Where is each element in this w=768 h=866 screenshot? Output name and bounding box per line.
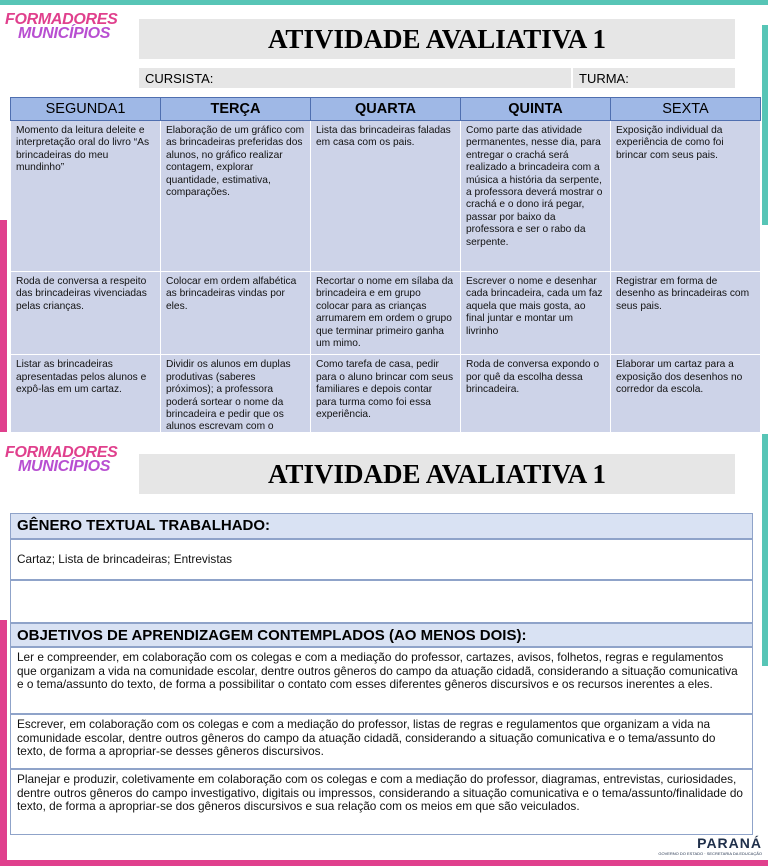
teal-side-band (762, 25, 768, 225)
objetivo-item: Ler e compreender, em colaboração com os colegas e com a mediação do professor, cartazes, avisos, folhetos, regras e regulamentos que organizam a vida na comunidade escolar, dentre outros gêneros do campo da atuação cidadã, considerando a situação comunicativa e o tema/assunto do texto, de forma a possibilitar o contato com esses diferentes gêneros discursivos e os recursos inerentes a eles. (10, 647, 753, 714)
table-cell: Lista das brincadeiras faladas em casa com os pais. (311, 121, 461, 272)
logo-line-2: MUNICÍPIOS (18, 458, 111, 475)
table-cell: Listar as brincadeiras apresentadas pelos alunos e expô-las em um cartaz. (11, 355, 161, 432)
table-row (11, 272, 761, 355)
table-cell: Como parte das atividade permanentes, nesse dia, para entregar o crachá será realizado a brincadeira com a música a história da serpente, a professora deverá mostrar o crachá e o dono irá pegar, passar por baixo da professora e ser o rabo da serpente. (461, 121, 611, 272)
genero-heading: GÊNERO TEXTUAL TRABALHADO: (10, 513, 753, 539)
table-cell: Exposição individual da experiência de como foi brincar com seus pais. (611, 121, 761, 272)
table-cell: Como tarefa de casa, pedir para o aluno brincar com seus familiares e depois contar para turma como foi essa experiência. (311, 355, 461, 432)
genero-text: Cartaz; Lista de brincadeiras; Entrevistas (10, 539, 753, 580)
teal-side-band (762, 434, 768, 666)
table-cell: Elaborar um cartaz para a exposição dos desenhos no corredor da escola. (611, 355, 761, 432)
table-cell: Roda de conversa a respeito das brincadeiras vivenciadas pelas crianças. (11, 272, 161, 355)
parana-logo (658, 835, 762, 856)
table-cell: Registrar em forma de desenho as brincadeiras com seus pais. (611, 272, 761, 355)
cursista-field (139, 68, 571, 88)
weekly-activities-table (10, 97, 761, 432)
header-sexta: SEXTA (611, 98, 761, 121)
page-title: ATIVIDADE AVALIATIVA 1 (139, 454, 735, 494)
header-terca: TERÇA (161, 98, 311, 121)
genero-empty-row (10, 580, 753, 623)
page-title: ATIVIDADE AVALIATIVA 1 (139, 19, 735, 59)
table-cell: Momento da leitura deleite e interpretação oral do livro “As brincadeiras do meu mundinho” (11, 121, 161, 272)
objetivo-item: Escrever, em colaboração com os colegas e com a mediação do professor, listas de regras e regulamentos que organizam a vida na comunidade escolar, dentre outros gêneros do campo da atuação cidadã, considerando a situação comunicativa e o tema/assunto do texto, de forma a apropriar-se desses gêneros discursivos. (10, 714, 753, 769)
slide-weekly-plan (0, 0, 768, 432)
table-cell: Elaboração de um gráfico com as brincadeiras preferidas dos alunos, no gráfico realizar contagem, explorar quantidade, estimativa, comparações. (161, 121, 311, 272)
slide-objectives (0, 434, 768, 866)
turma-label: TURMA: (579, 70, 629, 86)
pink-side-band (0, 220, 7, 432)
parana-logo-text: PARANÁ (697, 835, 762, 851)
table-header-row (11, 98, 761, 121)
table-cell: Dividir os alunos em duplas produtivas (saberes próximos); a professora poderá sortear o nome da brincadeira e pedir que os alunos escrevam com o (161, 355, 311, 432)
cursista-label: CURSISTA: (145, 70, 214, 86)
header-quarta: QUARTA (311, 98, 461, 121)
table-cell: Recortar o nome em sílaba da brincadeira e em grupo colocar para as crianças arrumarem em ordem o grupo que terminar primeiro ganha um mimo. (311, 272, 461, 355)
logo-line-1: FORMADORES (5, 444, 118, 461)
turma-field (573, 68, 735, 88)
objetivo-item: Planejar e produzir, coletivamente em colaboração com os colegas e com a mediação do professor, diagramas, entrevistas, curiosidades, dentre outros gêneros do campo investigativo, digitais ou impressos, considerando a situação comunicativa e o tema/assunto/finalidade do texto, de forma a apropriar-se dos gêneros discursivos e sua relação com os meios em que são veiculados. (10, 769, 753, 835)
table-cell: Escrever o nome e desenhar cada brincadeira, cada um faz aquela que mais gosta, ao final juntar e montar um livrinho (461, 272, 611, 355)
formadores-logo (5, 13, 118, 41)
header-quinta: QUINTA (461, 98, 611, 121)
objetivos-heading: OBJETIVOS DE APRENDIZAGEM CONTEMPLADOS (AO MENOS DOIS): (10, 623, 753, 647)
header-segunda: SEGUNDA1 (11, 98, 161, 121)
pink-side-band (0, 620, 7, 860)
logo-line-2: MUNICÍPIOS (18, 25, 111, 42)
table-row (11, 121, 761, 272)
table-row (11, 355, 761, 432)
parana-logo-subtext: GOVERNO DO ESTADO · SECRETARIA DA EDUCAÇÃO (658, 851, 762, 856)
pink-bottom-band (0, 860, 768, 866)
formadores-logo (5, 446, 118, 474)
logo-line-1: FORMADORES (5, 11, 118, 28)
table-cell: Roda de conversa expondo o por quê da escolha dessa brincadeira. (461, 355, 611, 432)
table-cell: Colocar em ordem alfabética as brincadeiras vindas por eles. (161, 272, 311, 355)
